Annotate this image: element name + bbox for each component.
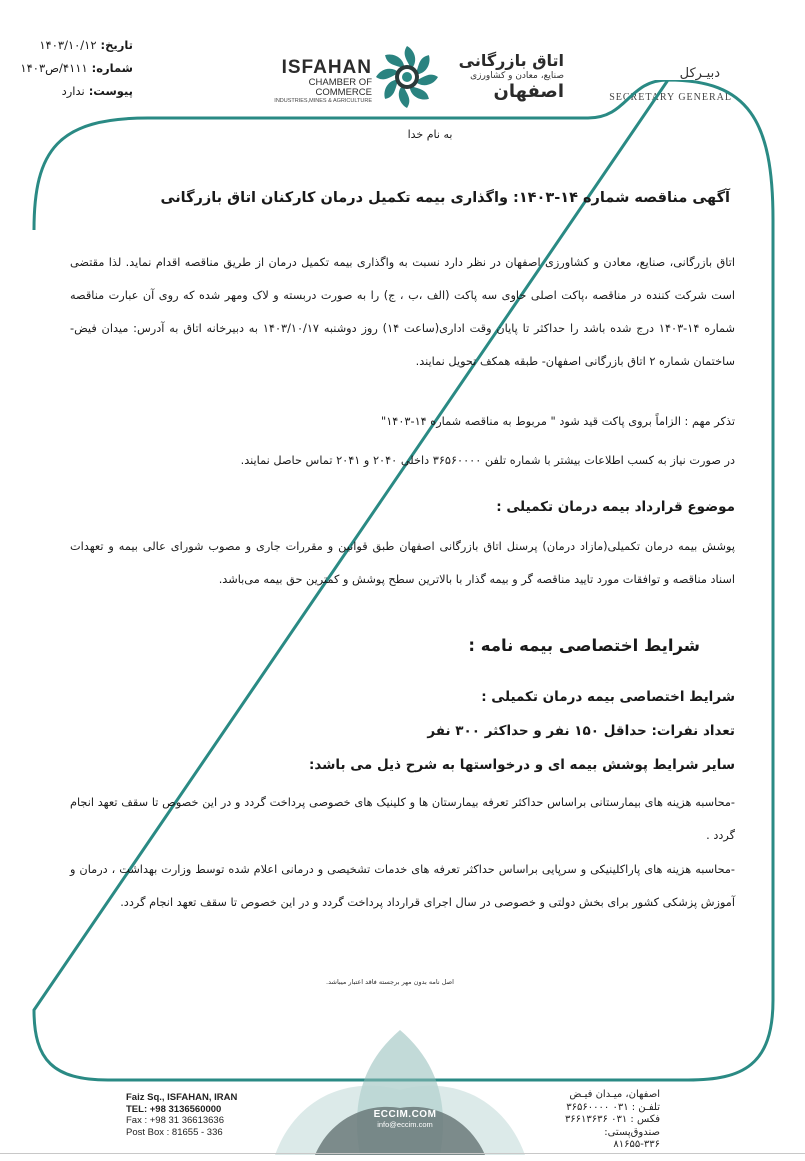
important-reminder: تذکر مهم : الزاماً بروی پاکت قید شود " مربوط به مناقصه شماره ۱۴-۱۴۰۳" bbox=[381, 415, 735, 428]
date-value: ۱۴۰۳/۱۰/۱۲ bbox=[39, 38, 97, 52]
condition-item-2: -محاسبه هزینه های پاراکلینیکی و سرپایی براساس حداکثر تعرفه های خدمات تشخیصی و درمانی اعلام شده توسط وزارت بهداشت ، درمان و آموزش پزشکی کشور برای بخش دولتی و خصوصی در سال اجرای قرارداد پرداخت گردد و در این خصوص تا سقف تعهد انجام گردد. bbox=[70, 863, 735, 909]
date-row bbox=[18, 34, 133, 57]
other-conditions-heading: سایر شرایط پوشش بیمه ای و درخواستها به شرح ذیل می باشد: bbox=[308, 757, 735, 773]
validity-footnote: اصل نامه بدون مهر برجسته فاقد اعتبار میباشد. bbox=[326, 978, 454, 986]
contact-info: در صورت نیاز به کسب اطلاعات بیشتر با شماره تلفن ۳۶۵۶۰۰۰۰ داخلی ۲۰۴۰ و ۲۰۴۱ تماس حاصل نمایند. bbox=[240, 454, 735, 467]
number-label: شماره: bbox=[91, 61, 133, 75]
footer-address-en: Faiz Sq., ISFAHAN, IRAN bbox=[126, 1092, 238, 1103]
footer-tel-en: TEL: +98 3136560000 bbox=[126, 1103, 222, 1115]
footer-fax-en: Fax : +98 31 36613636 bbox=[126, 1115, 224, 1126]
date-label: تاریخ: bbox=[100, 38, 133, 52]
headcount: تعداد نفرات: حداقل ۱۵۰ نفر و حداکثر ۳۰۰ نفر bbox=[427, 723, 735, 739]
special-conditions-title: شرایط اختصاصی بیمه نامه : bbox=[468, 636, 700, 655]
footer-fax-fa: فکس : ۰۳۱ ۳۶۶۱۳۶۳۶ bbox=[564, 1114, 660, 1125]
subject-heading: موضوع قرارداد بیمه درمان تکمیلی : bbox=[496, 499, 735, 515]
condition-item-1: -محاسبه هزینه های بیمارستانی براساس حداکثر تعرفه بیمارستان ها و کلینیک های خصوصی پرداخت گردد و در این خصوص تا سقف تعهد انجام گردد . bbox=[70, 796, 735, 842]
footer-pobox-en: Post Box : 81655 - 336 bbox=[126, 1126, 223, 1138]
footer-tel-fa: تلفـن : ۰۳۱ ۳۶۵۶۰۰۰۰ bbox=[566, 1101, 660, 1113]
number-value: ۴۱۱۱/ص۱۴۰۳ bbox=[20, 61, 88, 75]
secretary-general-en: SECRETARY GENERAL bbox=[609, 92, 732, 103]
footer-address-fa: اصفهان، میـدان فیـض bbox=[569, 1089, 660, 1100]
footer-website bbox=[360, 1109, 450, 1129]
footer-logo-watermark-icon bbox=[275, 1030, 525, 1155]
special-conditions-subheading: شرایط اختصاصی بیمه درمان تکمیلی : bbox=[481, 689, 735, 705]
bismillah: به نام خدا bbox=[407, 128, 453, 141]
attachment-value: ندارد bbox=[61, 84, 85, 98]
logo-en-tagline: INDUSTRIES,MINES & AGRICULTURE bbox=[274, 98, 372, 104]
logo-en-subtitle: CHAMBER OF COMMERCE bbox=[308, 77, 372, 98]
footer-contact-fa bbox=[560, 1089, 660, 1152]
logo-fa-city: اصفهان bbox=[493, 81, 564, 102]
bottom-divider bbox=[0, 1153, 805, 1154]
attachment-label: پیوست: bbox=[88, 84, 133, 98]
number-row bbox=[18, 57, 133, 80]
website-link[interactable]: ECCIM.COM bbox=[373, 1109, 437, 1120]
logo-en-title: ISFAHAN bbox=[281, 57, 372, 78]
logo-fa-subtitle: صنایع، معادن و کشاورزی bbox=[470, 71, 564, 81]
email-link[interactable]: info@eccim.com bbox=[377, 1120, 433, 1129]
subject-text: پوشش بیمه درمان تکمیلی(مازاد درمان) پرسنل اتاق بازرگانی اصفهان طبق قوانین و مقررات جاری و مصوب شورای عالی بیمه و تعهدات اسناد مناقصه و توافقات مورد تایید مناقصه گر و بیمه گذار با بالاترین سطح پوشش و کمترین حق بیمه می‌باشد. bbox=[70, 540, 735, 586]
footer-pobox-fa: صندوق‌پستی: ۳۳۶-۸۱۶۵۵ bbox=[604, 1126, 660, 1150]
footer-contact-en bbox=[126, 1092, 276, 1138]
logo-fa-title: اتاق بازرگانی bbox=[458, 51, 564, 70]
notice-title: آگهی مناقصه شماره ۱۴-۱۴۰۳: واگذاری بیمه تکمیل درمان کارکنان اتاق بازرگانی bbox=[160, 190, 730, 206]
secretary-general-fa: دبیـرکل bbox=[679, 66, 720, 81]
notice-paragraph: اتاق بازرگانی، صنایع، معادن و کشاورزی اصفهان در نظر دارد نسبت به واگذاری بیمه تکمیل درمان از طریق مناقصه اقدام نماید. لذا مقتضی است شرکت کننده در مناقصه ،پاکت اصلی حاوی سه پاکت (الف ،ب ، ج) را به صورت دربسته و لاک ومهر شده که روی آن عبارت مناقصه شماره ۱۴-۱۴۰۳ درج شده باشد را حداکثر تا پایان وقت اداری(ساعت ۱۴) روز دوشنبه ۱۴۰۳/۱۰/۱۷ به دبیرخانه اتاق به آدرس: میدان فیض- ساختمان شماره ۲ اتاق بازرگانی اصفهان- طبقه همکف تحویل نمایند. bbox=[70, 256, 736, 368]
